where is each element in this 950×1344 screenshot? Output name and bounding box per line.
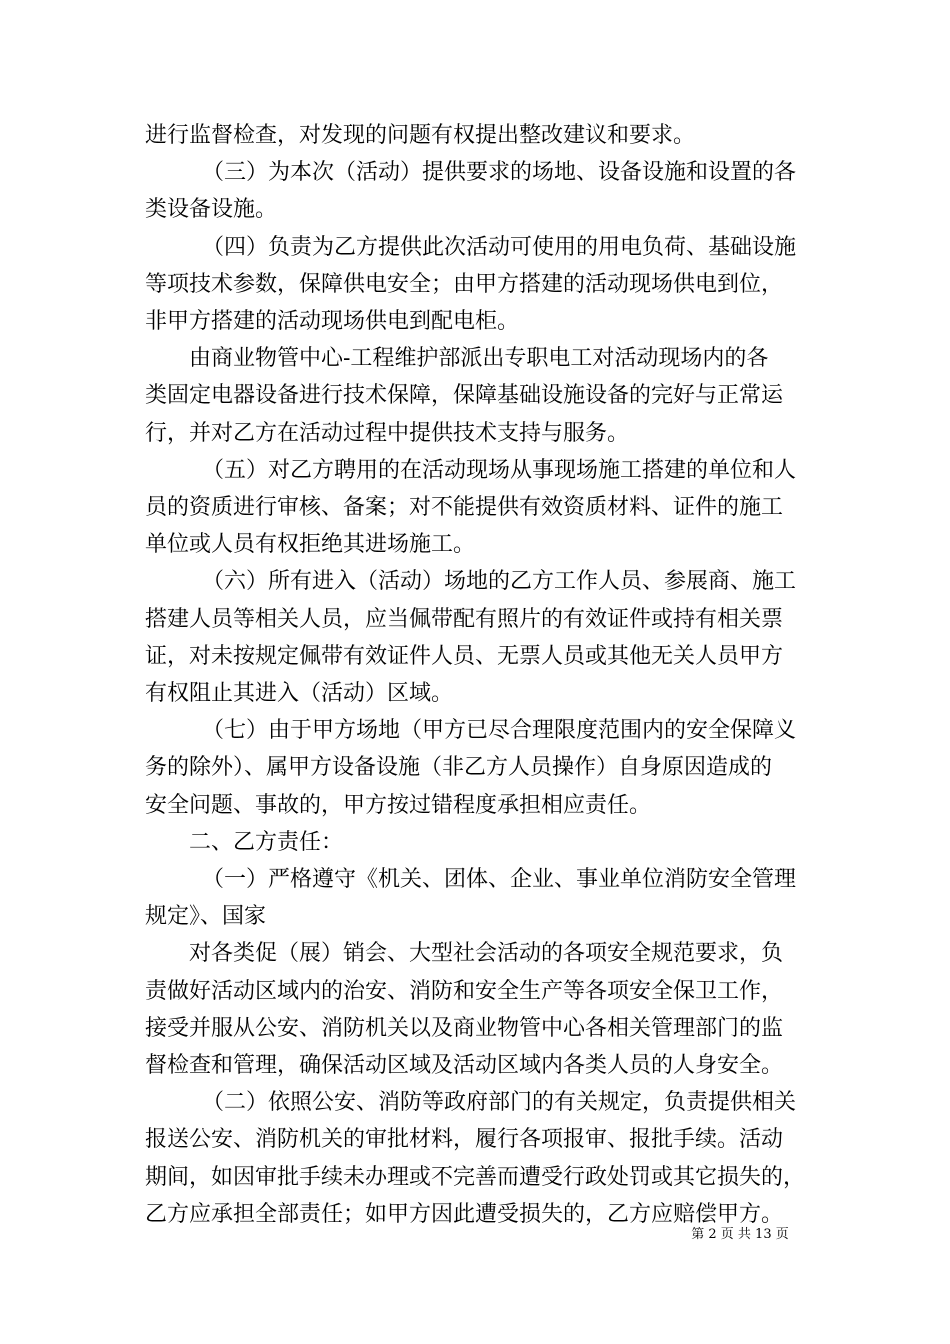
text-line: 进行监督检查，对发现的问题有权提出整改建议和要求。 [145,123,696,148]
text-line: （三）为本次（活动）提供要求的场地、设备设施和设置的各 [202,160,797,186]
text-line: （二）依照公安、消防等政府部门的有关规定，负责提供相关 [202,1090,797,1116]
text-line: 督检查和管理，确保活动区域及活动区域内各类人员的人身安全。 [145,1053,784,1079]
page-number-footer: 第 2 页 共 13 页 [691,1227,789,1242]
document-body [145,117,815,1233]
text-line: 有权阻止其进入（活动）区域。 [145,681,454,707]
text-line: 证，对未按规定佩带有效证件人员、无票人员或其他无关人员甲方 [145,643,784,669]
text-line: 搭建人员等相关人员，应当佩带配有照片的有效证件或持有相关票 [145,606,784,632]
text-line: 接受并服从公安、消防机关以及商业物管中心各相关管理部门的监 [145,1015,784,1041]
text-line: 由商业物管中心-工程维护部派出专职电工对活动现场内的各 [189,346,769,372]
text-line: 类固定电器设备进行技术保障，保障基础设施设备的完好与正常运 [145,383,784,409]
text-line: （六）所有进入（活动）场地的乙方工作人员、参展商、施工 [202,569,797,595]
text-line: 责做好活动区域内的治安、消防和安全生产等各项安全保卫工作， [145,978,784,1004]
text-line: 安全问题、事故的，甲方按过错程度承担相应责任。 [145,792,652,818]
text-line: 报送公安、消防机关的审批材料，履行各项报审、报批手续。活动 [145,1127,784,1153]
text-line: 非甲方搭建的活动现场供电到配电柜。 [145,309,520,335]
text-line: （七）由于甲方场地（甲方已尽合理限度范围内的安全保障义 [202,718,797,744]
text-line: 单位或人员有权拒绝其进场施工。 [145,532,476,558]
text-line: 乙方应承担全部责任；如甲方因此遭受损失的，乙方应赔偿甲方。 [145,1201,784,1227]
text-line: 期间，如因审批手续未办理或不完善而遭受行政处罚或其它损失的， [145,1164,806,1190]
text-line: 类设备设施。 [145,197,278,223]
text-line: （一）严格遵守《机关、团体、企业、事业单位消防安全管理 [202,867,797,893]
text-line: 务的除外）、属甲方设备设施（非乙方人员操作）自身原因造成的 [145,755,773,781]
text-line: 员的资质进行审核、备案；对不能提供有效资质材料、证件的施工 [145,495,784,521]
text-line: 行，并对乙方在活动过程中提供技术支持与服务。 [145,420,630,446]
text-line: 规定》、国家 [145,904,267,930]
text-line: 对各类促（展）销会、大型社会活动的各项安全规范要求，负 [189,941,784,967]
text-line: （五）对乙方聘用的在活动现场从事现场施工搭建的单位和人 [202,457,797,483]
text-line: （四）负责为乙方提供此次活动可使用的用电负荷、基础设施 [202,234,797,260]
text-line: 二、乙方责任： [189,829,344,855]
text-line: 等项技术参数，保障供电安全；由甲方搭建的活动现场供电到位， [145,271,784,297]
